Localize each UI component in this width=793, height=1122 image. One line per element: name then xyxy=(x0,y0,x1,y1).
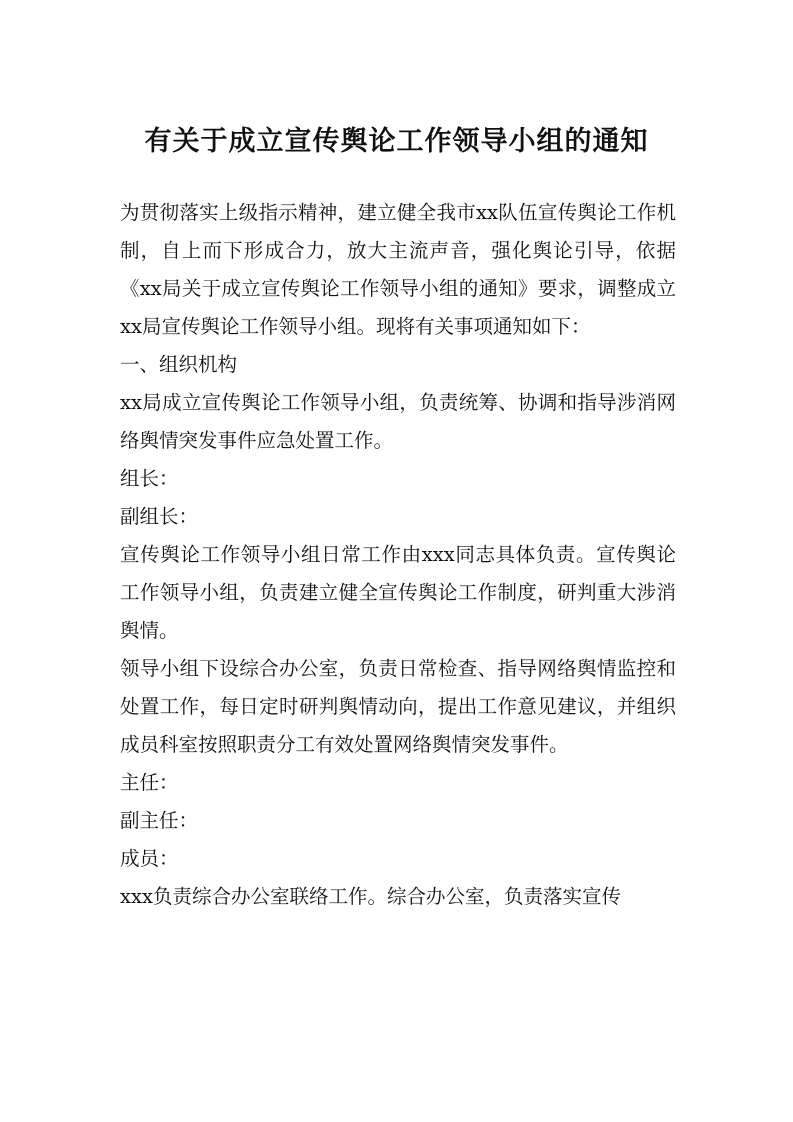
label-group-leader: 组长： xyxy=(120,467,179,490)
label-deputy-group-leader: 副组长： xyxy=(120,505,199,528)
label-director: 主任： xyxy=(120,771,179,794)
paragraph-organization: xx局成立宣传舆论工作领导小组，负责统筹、协调和指导涉消网络舆情突发事件应急处置工作。 xyxy=(120,391,676,452)
section-heading-organization: 一、组织机构 xyxy=(120,353,238,376)
paragraph-daily-work: 宣传舆论工作领导小组日常工作由xxx同志具体负责。宣传舆论工作领导小组，负责建立健全宣传舆论工作制度，研判重大涉消舆情。 xyxy=(120,543,676,642)
label-members: 成员： xyxy=(120,847,179,870)
paragraph-liaison: xxx负责综合办公室联络工作。综合办公室，负责落实宣传 xyxy=(120,885,621,908)
document-title: 有关于成立宣传舆论工作领导小组的通知 xyxy=(144,126,649,157)
paragraph-intro: 为贯彻落实上级指示精神，建立健全我市xx队伍宣传舆论工作机制，自上而下形成合力，放大主流声音，强化舆论引导，依据《xx局关于成立宣传舆论工作领导小组的通知》要求，调整成立xx局宣传舆论工作领导小组。现将有关事项通知如下： xyxy=(120,201,676,338)
paragraph-general-office: 领导小组下设综合办公室，负责日常检查、指导网络舆情监控和处置工作，每日定时研判舆情动向，提出工作意见建议，并组织成员科室按照职责分工有效处置网络舆情突发事件。 xyxy=(120,657,676,756)
label-deputy-director: 副主任： xyxy=(120,809,199,832)
document-body xyxy=(120,194,676,916)
